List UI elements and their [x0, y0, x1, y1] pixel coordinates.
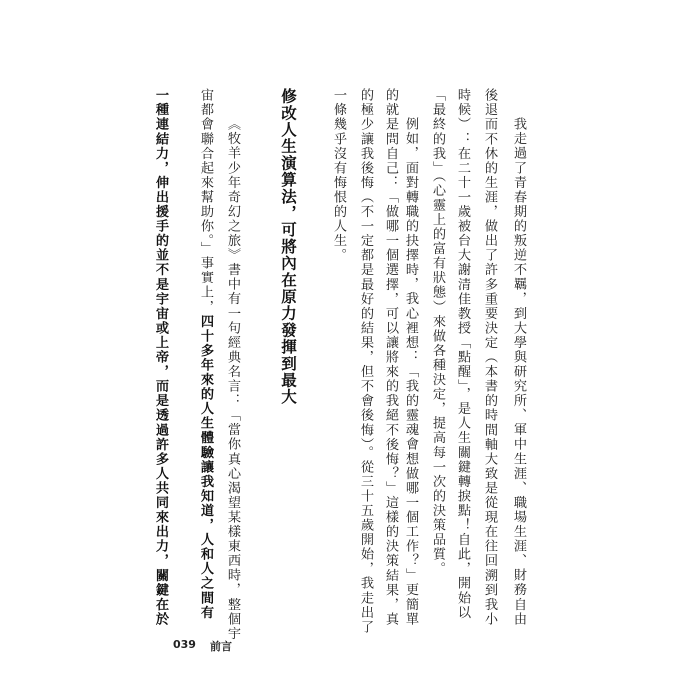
- paragraph-3-line-2-emphasis: 四十多年來的人生體驗讓我知道，人和人之間有: [198, 314, 213, 620]
- paragraph-1-line-3: 時候）：在二十一歲被台大謝清佳教授「點醒」，是人生關鍵轉捩點！自此，開始以: [455, 88, 470, 620]
- paragraph-1-line-2: 後退而不休的生涯，做出了許多重要決定（本書的時間軸大致是從現在往回溯到我小: [482, 88, 497, 627]
- paragraph-2-line-1: 例如，面對轉職的抉擇時，我心裡想：「我的靈魂會想做哪一個工作？」更簡單: [403, 117, 418, 627]
- paragraph-3-line-2-regular: 宙都會聯合起來幫助你。」事實上，: [198, 88, 213, 315]
- page-footer: [173, 638, 232, 654]
- paragraph-3-line-3: 一種連結力，伸出援手的並不是宇宙或上帝，而是透過許多人共同來出力，關鍵在於: [153, 88, 168, 627]
- paragraph-2-line-2: 的就是問自己：「做哪一個選擇，可以讓將來的我絕不後悔？」這樣的決策結果，真: [383, 88, 398, 627]
- page-number: 039: [173, 638, 196, 651]
- paragraph-3-line-1: 《牧羊少年奇幻之旅》書中有一句經典名言：「當你真心渴望某樣東西時，整個宇: [225, 117, 240, 641]
- paragraph-2-line-4: 一條幾乎沒有悔恨的人生。: [331, 88, 346, 263]
- chapter-title: 前言: [209, 640, 232, 653]
- paragraph-1-line-4: 「最終的我」（心靈上的富有狀態）來做各種決定，提高每一次的決策品質。: [430, 88, 445, 577]
- paragraph-1-line-1: 我走過了青春期的叛逆不羈，到大學與研究所、軍中生涯、職場生涯、財務自由: [511, 117, 526, 627]
- paragraph-2-line-3: 的極少讓我後悔（不一定都是最好的結果，但不會後悔）。從三十五歲開始，我走出了: [358, 88, 373, 635]
- paragraph-3-line-2: [195, 88, 215, 620]
- section-heading: 修改人生演算法，可將內在原力發揮到最大: [279, 88, 298, 406]
